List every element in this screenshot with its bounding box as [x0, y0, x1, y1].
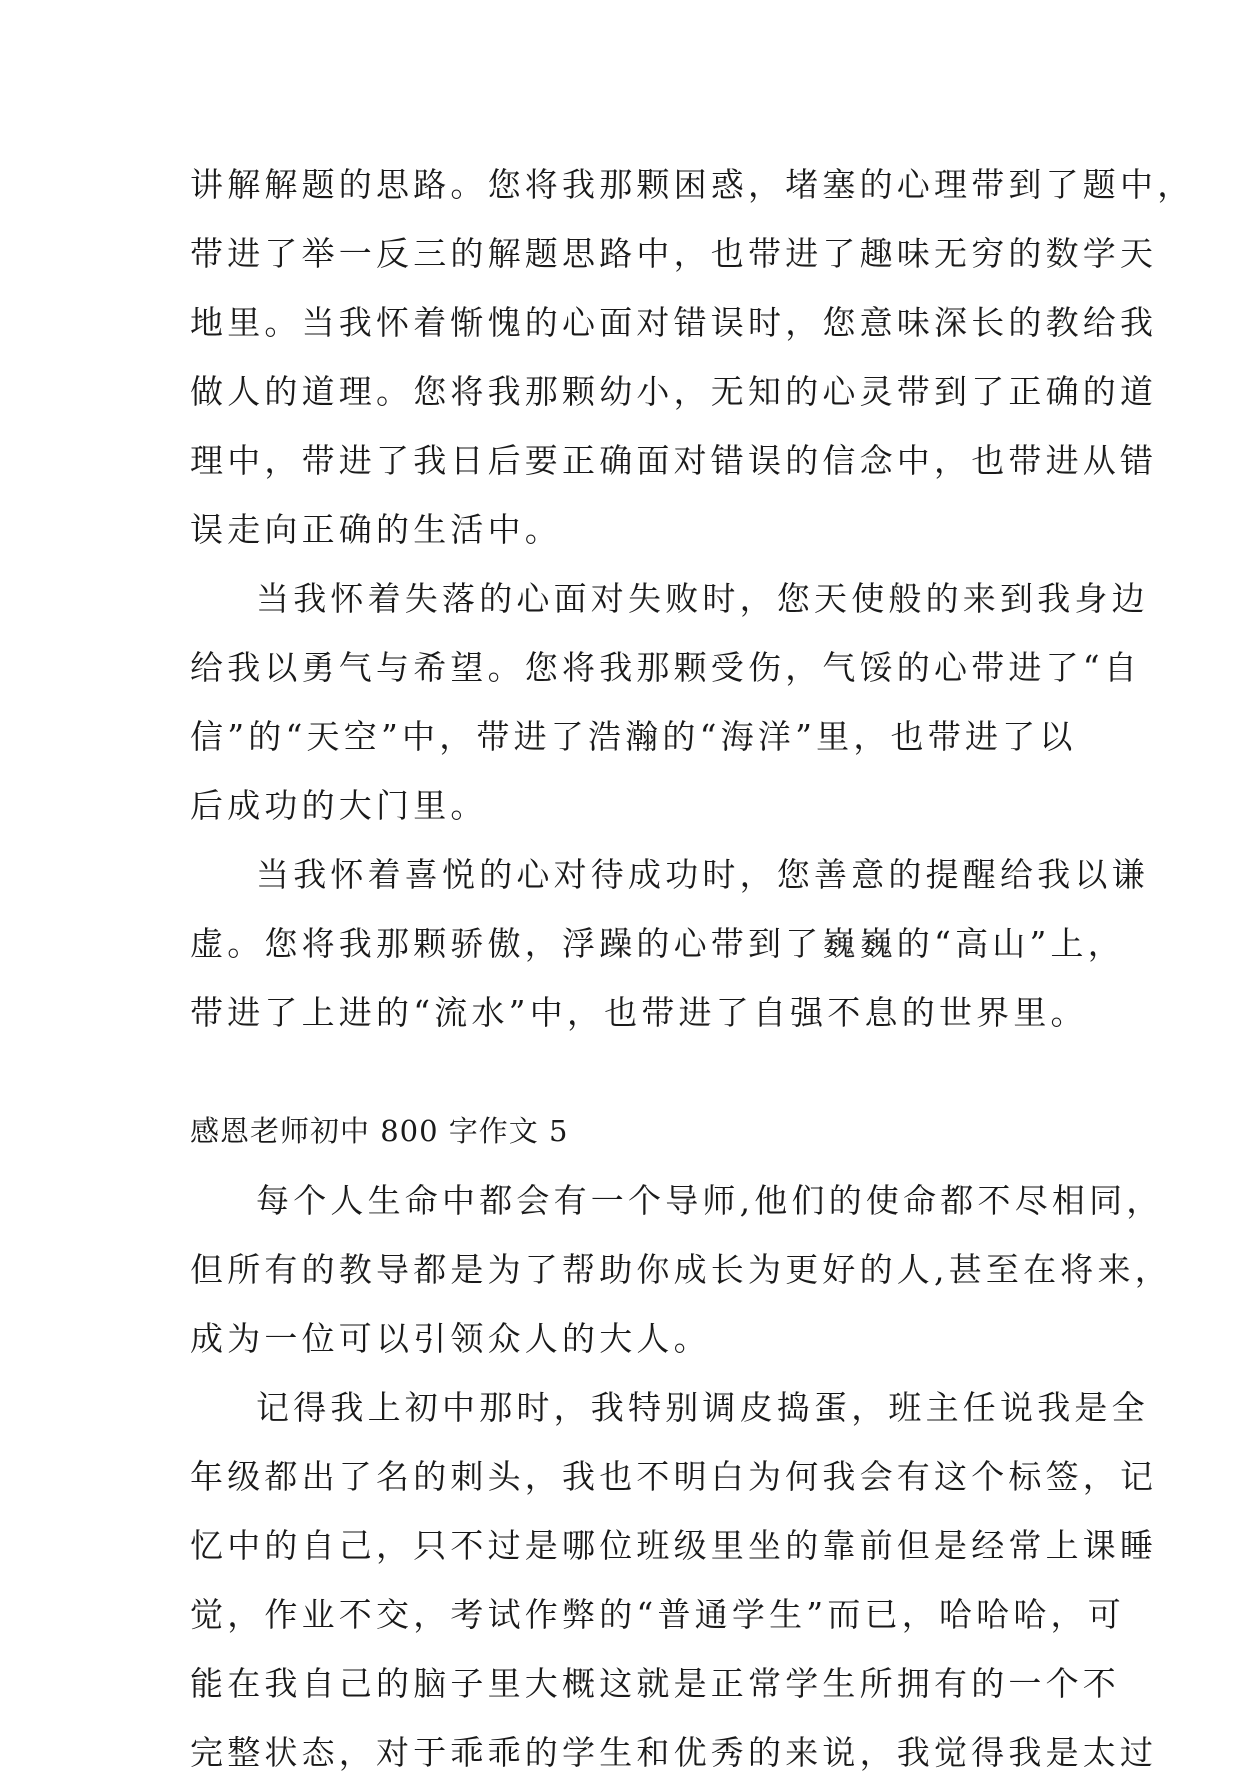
text-line: 忆中的自己，只不过是哪位班级里坐的靠前但是经常上课睡: [190, 1526, 1158, 1565]
section-spacer: [190, 1047, 1052, 1097]
text-line: 觉，作业不交，考试作弊的“普通学生”而已，哈哈哈，可: [190, 1595, 1125, 1634]
text-line: 给我以勇气与希望。您将我那颗受伤，气馁的心带进了“自: [190, 648, 1142, 687]
text-line: 完整状态，对于乖乖的学生和优秀的来说，我觉得我是太过: [190, 1733, 1158, 1772]
text-line: 记得我上初中那时，我特别调皮捣蛋，班主任说我是全: [256, 1388, 1149, 1427]
paragraph: [190, 564, 1149, 840]
text-line: 年级都出了名的刺头，我也不明白为何我会有这个标签，记: [190, 1457, 1158, 1496]
text-line: 当我怀着失落的心面对失败时，您天使般的来到我身边: [256, 579, 1149, 618]
text-line: 带进了上进的“流水”中，也带进了自强不息的世界里。: [190, 993, 1088, 1032]
text-line: 带进了举一反三的解题思路中，也带进了趣味无穷的数学天: [190, 234, 1158, 273]
text-line: 每个人生命中都会有一个导师,他们的使命都不尽相同，: [256, 1181, 1164, 1220]
text-line: 后成功的大门里。: [190, 786, 488, 825]
text-line: 成为一位可以引领众人的大人。: [190, 1319, 711, 1358]
essay-heading: 感恩老师初中 800 字作文 5: [190, 1114, 569, 1148]
text-line: 理中，带进了我日后要正确面对错误的信念中，也带进从错: [190, 441, 1158, 480]
text-line: 信”的“天空”中，带进了浩瀚的“海洋”里，也带进了以: [190, 717, 1077, 756]
text-line: 虚。您将我那颗骄傲，浮躁的心带到了巍巍的“高山”上，: [190, 924, 1125, 963]
text-line: 能在我自己的脑子里大概这就是正常学生所拥有的一个不: [190, 1664, 1120, 1703]
text-line: 但所有的教导都是为了帮助你成长为更好的人,甚至在将来，: [190, 1250, 1172, 1289]
text-line: 当我怀着喜悦的心对待成功时，您善意的提醒给我以谦: [256, 855, 1149, 894]
paragraph: [190, 840, 1149, 1047]
paragraph: [190, 1373, 1158, 1787]
document-page: [190, 150, 1195, 1787]
text-line: 做人的道理。您将我那颗幼小，无知的心灵带到了正确的道: [190, 372, 1158, 411]
text-line: 地里。当我怀着惭愧的心面对错误时，您意味深长的教给我: [190, 303, 1158, 342]
text-line: 误走向正确的生活中。: [190, 510, 562, 549]
text-line: 讲解解题的思路。您将我那颗困惑，堵塞的心理带到了题中，: [190, 165, 1195, 204]
paragraph: [190, 150, 1195, 564]
paragraph: [190, 1166, 1172, 1373]
